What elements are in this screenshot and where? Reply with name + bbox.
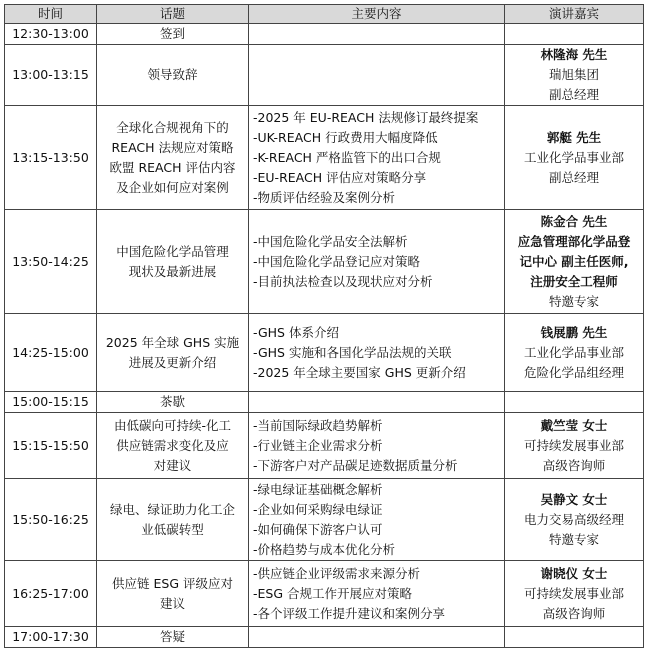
content-item: -2025 年 EU-REACH 法规修订最终提案 xyxy=(253,109,479,125)
table-row xyxy=(5,413,644,479)
topic-line: REACH 法规应对策略 xyxy=(111,139,234,155)
content-item: -K-REACH 严格监管下的出口合规 xyxy=(253,149,441,165)
speaker-name: 吴静文 女士 xyxy=(540,491,608,507)
header-time: 时间 xyxy=(5,5,97,24)
topic-line: 现状及最新进展 xyxy=(128,263,217,279)
speaker-cell xyxy=(505,314,644,392)
table-row xyxy=(5,561,644,627)
content-item: -企业如何采购绿电绿证 xyxy=(253,501,383,517)
table-row xyxy=(5,45,644,106)
time-cell: 12:30-13:00 xyxy=(5,24,97,45)
table-row xyxy=(5,24,644,45)
content-item: -当前国际绿政趋势解析 xyxy=(253,417,383,433)
topic-line: 答疑 xyxy=(159,629,185,644)
speaker-name: 注册安全工程师 xyxy=(530,273,618,289)
topic-cell xyxy=(97,479,249,561)
speaker-title: 副总经理 xyxy=(548,87,599,102)
topic-line: 领导致辞 xyxy=(147,67,198,82)
content-cell xyxy=(249,561,505,627)
header-topic: 话题 xyxy=(97,5,249,24)
topic-line: 对建议 xyxy=(153,457,192,473)
time-cell: 16:25-17:00 xyxy=(5,561,97,627)
speaker-cell xyxy=(505,45,644,106)
speaker-title: 电力交易高级经理 xyxy=(523,511,624,527)
time-cell: 13:15-13:50 xyxy=(5,106,97,210)
speaker-name: 钱展鹏 先生 xyxy=(540,324,608,340)
topic-line: 绿电、绿证助力化工企 xyxy=(109,501,235,517)
speaker-title: 可持续发展事业部 xyxy=(523,437,624,453)
table-row xyxy=(5,106,644,210)
speaker-cell xyxy=(505,392,644,413)
speaker-title: 副总经理 xyxy=(548,169,599,185)
speaker-title: 高级咨询师 xyxy=(542,457,606,473)
speaker-cell xyxy=(505,561,644,627)
header-content: 主要内容 xyxy=(249,5,505,24)
time-cell: 14:25-15:00 xyxy=(5,314,97,392)
speaker-cell xyxy=(505,413,644,479)
agenda-body xyxy=(5,24,644,648)
time-cell: 13:50-14:25 xyxy=(5,210,97,314)
topic-cell xyxy=(97,561,249,627)
content-item: -EU-REACH 评估应对策略分享 xyxy=(253,169,427,185)
speaker-name: 记中心 副主任医师, xyxy=(519,253,629,269)
content-item: -目前执法检查以及现状应对分析 xyxy=(253,273,433,289)
topic-line: 签到 xyxy=(159,26,185,41)
topic-line: 中国危险化学品管理 xyxy=(116,243,229,259)
content-item: -2025 年全球主要国家 GHS 更新介绍 xyxy=(253,364,466,380)
table-row xyxy=(5,479,644,561)
speaker-name: 陈金合 先生 xyxy=(540,213,608,229)
topic-line: 欧盟 REACH 评估内容 xyxy=(109,159,236,175)
time-cell: 15:00-15:15 xyxy=(5,392,97,413)
topic-line: 建议 xyxy=(159,595,185,611)
speaker-name: 应急管理部化学品登 xyxy=(517,233,631,249)
content-cell xyxy=(249,627,505,648)
content-item: -如何确保下游客户认可 xyxy=(253,521,383,537)
header-row xyxy=(5,5,644,24)
speaker-cell xyxy=(505,24,644,45)
topic-line: 2025 年全球 GHS 实施 xyxy=(105,334,240,350)
content-cell xyxy=(249,210,505,314)
content-item: -行业链主企业需求分析 xyxy=(253,437,383,453)
content-cell xyxy=(249,106,505,210)
topic-line: 及企业如何应对案例 xyxy=(116,179,229,195)
topic-line: 茶歇 xyxy=(159,394,185,409)
topic-line: 全球化合规视角下的 xyxy=(116,119,229,135)
topic-cell xyxy=(97,413,249,479)
topic-line: 业低碳转型 xyxy=(141,521,204,537)
agenda-table xyxy=(4,4,644,648)
topic-cell xyxy=(97,627,249,648)
content-item: -下游客户对产品碳足迹数据质量分析 xyxy=(253,457,458,473)
content-item: -UK-REACH 行政费用大幅度降低 xyxy=(253,129,438,145)
content-cell xyxy=(249,392,505,413)
speaker-cell xyxy=(505,210,644,314)
time-cell: 17:00-17:30 xyxy=(5,627,97,648)
content-item: -ESG 合规工作开展应对策略 xyxy=(253,585,413,601)
speaker-title: 瑞旭集团 xyxy=(548,67,599,82)
header-speaker: 演讲嘉宾 xyxy=(505,5,644,24)
topic-cell xyxy=(97,106,249,210)
topic-line: 供应链需求变化及应 xyxy=(116,437,229,453)
topic-cell xyxy=(97,45,249,106)
topic-line: 由低碳向可持续-化工 xyxy=(113,417,231,433)
time-cell: 15:50-16:25 xyxy=(5,479,97,561)
speaker-name: 戴竺莹 女士 xyxy=(540,417,608,433)
table-row xyxy=(5,392,644,413)
table-row xyxy=(5,210,644,314)
content-item: -供应链企业评级需求来源分析 xyxy=(253,565,421,581)
speaker-cell xyxy=(505,479,644,561)
topic-line: 进展及更新介绍 xyxy=(128,354,217,370)
content-cell xyxy=(249,314,505,392)
speaker-title: 可持续发展事业部 xyxy=(523,585,624,601)
content-item: -GHS 体系介绍 xyxy=(253,324,339,340)
content-item: -中国危险化学品安全法解析 xyxy=(253,233,408,249)
topic-cell xyxy=(97,392,249,413)
time-cell: 15:15-15:50 xyxy=(5,413,97,479)
speaker-title: 特邀专家 xyxy=(548,293,599,309)
content-item: -GHS 实施和各国化学品法规的关联 xyxy=(253,344,452,360)
topic-cell xyxy=(97,314,249,392)
time-cell: 13:00-13:15 xyxy=(5,45,97,106)
topic-cell xyxy=(97,210,249,314)
speaker-title: 工业化学品事业部 xyxy=(523,344,624,360)
speaker-name: 林隆海 先生 xyxy=(540,47,608,62)
content-cell xyxy=(249,45,505,106)
speaker-title: 高级咨询师 xyxy=(542,605,606,621)
content-cell xyxy=(249,413,505,479)
speaker-cell xyxy=(505,106,644,210)
table-row xyxy=(5,627,644,648)
content-cell xyxy=(249,24,505,45)
content-item: -中国危险化学品登记应对策略 xyxy=(253,253,421,269)
topic-cell xyxy=(97,24,249,45)
content-item: -绿电绿证基础概念解析 xyxy=(253,481,383,497)
speaker-title: 工业化学品事业部 xyxy=(523,149,624,165)
content-item: -各个评级工作提升建议和案例分享 xyxy=(253,605,446,621)
speaker-cell xyxy=(505,627,644,648)
speaker-title: 特邀专家 xyxy=(548,531,599,547)
table-row xyxy=(5,314,644,392)
speaker-name: 谢晓仪 女士 xyxy=(540,565,608,581)
speaker-title: 危险化学品组经理 xyxy=(523,364,624,380)
topic-line: 供应链 ESG 评级应对 xyxy=(112,575,233,591)
content-cell xyxy=(249,479,505,561)
content-item: -物质评估经验及案例分析 xyxy=(253,189,396,205)
speaker-name: 郭艇 先生 xyxy=(546,129,602,145)
content-item: -价格趋势与成本优化分析 xyxy=(253,541,396,557)
